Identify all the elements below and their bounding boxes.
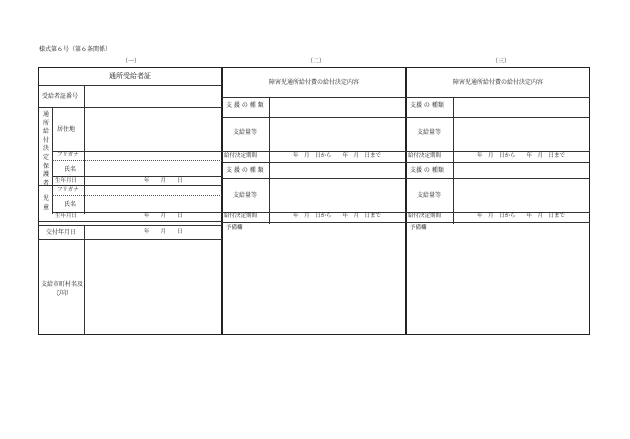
decision-panel-2-amount-label: 支給量等 xyxy=(417,129,442,136)
issue-date-label: 交付年月日 xyxy=(46,229,77,236)
divider xyxy=(52,160,222,161)
divider xyxy=(84,85,85,107)
divider xyxy=(222,151,406,152)
section-label-3: （三） xyxy=(492,58,511,65)
divider xyxy=(52,212,222,213)
decision-panel-2-period-label: 給付決定期間 xyxy=(408,153,442,159)
municipality-label: 支給市町村名及び印 xyxy=(41,281,84,297)
decision-panel-2-notes-label: 予備欄 xyxy=(410,225,427,231)
decision-panel-2-period-value-2: 年 月 日から 年 月 日まで xyxy=(477,213,566,219)
decision-panel-1-period-value: 年 月 日から 年 月 日まで xyxy=(293,153,382,159)
section-label-1: （一） xyxy=(122,58,141,65)
decision-panel-2-title: 障害児通所給付費の給付決定内容 xyxy=(452,79,543,86)
divider xyxy=(406,178,590,179)
decision-panel-2-service-type-label: 支援 の 種類 xyxy=(410,102,444,109)
divider xyxy=(52,195,222,196)
child-group-label: 児 童 xyxy=(42,195,49,211)
divider xyxy=(222,162,406,163)
guardian-birthdate-label: 生年月日 xyxy=(55,178,78,184)
divider xyxy=(222,117,406,118)
divider xyxy=(222,97,406,98)
guardian-group-label: 通 所 給 付 決 定 保 護 者 xyxy=(42,111,49,187)
recipient-number-label: 受給者証番号 xyxy=(42,93,79,100)
decision-panel-2-amount-label-2: 支給量等 xyxy=(417,192,442,199)
divider xyxy=(38,239,222,240)
section-label-2: （二） xyxy=(307,58,326,65)
decision-panel-1-service-type-label: 支 援 の 種 類 xyxy=(226,102,264,109)
decision-panel-1-title: 障害児通所給付費の給付決定内容 xyxy=(268,79,359,86)
guardian-name-label: 氏名 xyxy=(64,166,77,173)
divider xyxy=(406,117,590,118)
guardian-furigana-label: フリガナ xyxy=(57,152,79,158)
decision-panel-2-period-value: 年 月 日から 年 月 日まで xyxy=(477,153,566,159)
divider xyxy=(38,85,222,86)
child-birthdate-label: 生年月日 xyxy=(55,213,78,219)
divider xyxy=(38,221,222,222)
child-furigana-label: フリガナ xyxy=(57,187,79,193)
decision-panel-1-service-type-label-2: 支 援 の 種 類 xyxy=(226,167,264,174)
decision-panel-1-period-label-2: 給付決定期間 xyxy=(224,213,258,219)
divider xyxy=(406,222,590,223)
decision-panel-1-period-value-2: 年 月 日から 年 月 日まで xyxy=(293,213,382,219)
decision-panel-1-period-label: 給付決定期間 xyxy=(224,153,258,159)
divider xyxy=(38,185,222,186)
address-label: 居住地 xyxy=(57,126,76,133)
divider xyxy=(406,162,590,163)
divider xyxy=(406,97,590,98)
child-name-label: 氏名 xyxy=(64,201,77,208)
form-label: 様式第６号（第６条関係） xyxy=(39,46,112,53)
divider xyxy=(38,225,222,226)
decision-panel-1-amount-label-2: 支給量等 xyxy=(233,192,258,199)
guardian-birthdate-value: 年 月 日 xyxy=(144,178,183,184)
divider xyxy=(406,151,590,152)
decision-panel-2-service-type-label-2: 支援 の 種類 xyxy=(410,167,444,174)
decision-panel-1-notes-label: 予備欄 xyxy=(226,225,243,231)
decision-panel-1-amount-label: 支給量等 xyxy=(233,129,258,136)
issue-date-value: 年 月 日 xyxy=(144,229,183,235)
divider xyxy=(38,107,222,108)
divider xyxy=(52,176,222,177)
divider xyxy=(222,178,406,179)
decision-panel-2-period-label-2: 給付決定期間 xyxy=(408,213,442,219)
divider xyxy=(84,225,85,335)
divider xyxy=(222,222,406,223)
child-birthdate-value: 年 月 日 xyxy=(144,213,183,219)
certificate-title: 通所受給者証 xyxy=(109,72,151,80)
